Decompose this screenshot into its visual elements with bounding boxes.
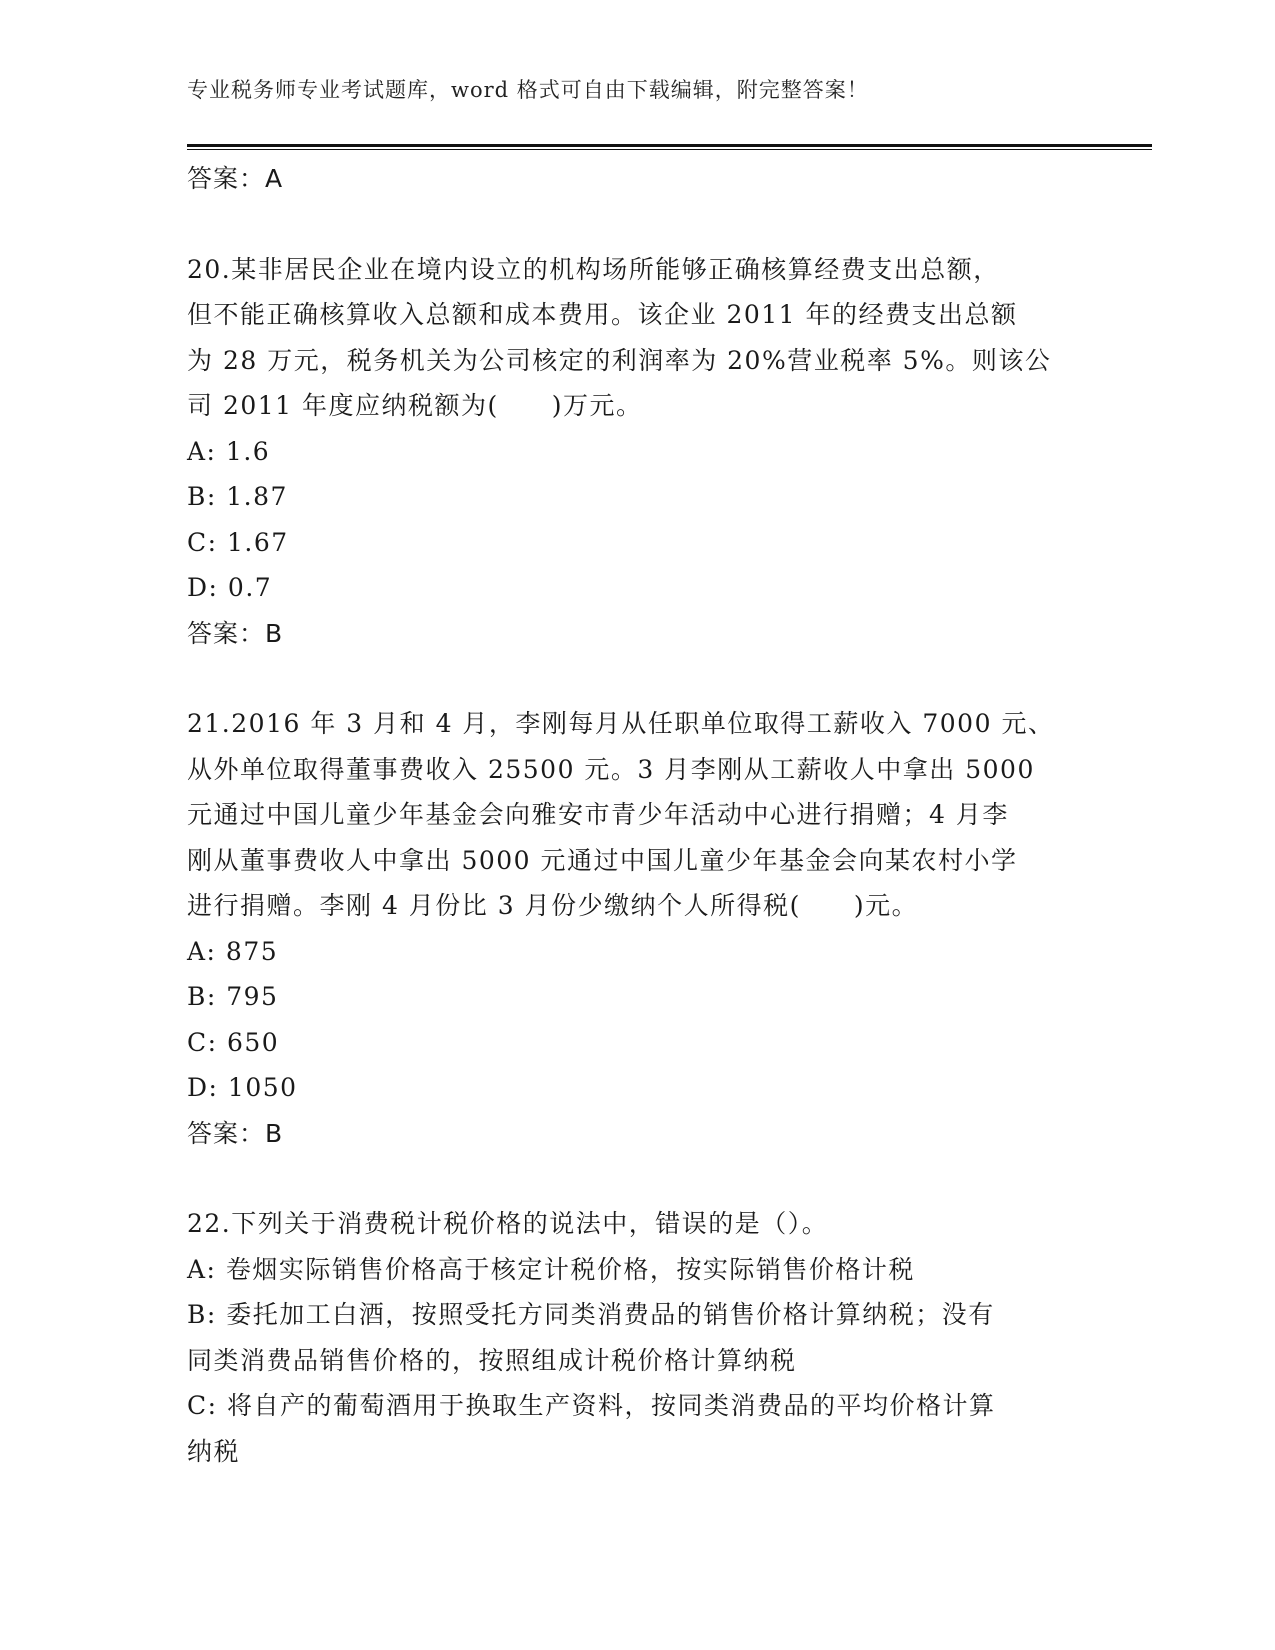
spacer [187, 202, 1087, 247]
option-a: A: 875 [187, 936, 279, 966]
question-text-line: 从外单位取得董事费收入 25500 元。3 月李刚从工薪收人中拿出 5000 [187, 754, 1035, 784]
header-rule-thin [187, 149, 1152, 150]
answer: 答案：B [187, 1118, 284, 1148]
question-text-line: 司 2011 年度应纳税额为( )万元。 [187, 391, 643, 420]
question-20 [187, 247, 1087, 657]
question-text-line: 22.下列关于消费税计税价格的说法中，错误的是（）。 [187, 1209, 829, 1238]
option-b-continued: 同类消费品销售价格的，按照组成计税价格计算纳税 [187, 1345, 797, 1375]
question-text-line: 元通过中国儿童少年基金会向雅安市青少年活动中心进行捐赠；4 月李 [187, 800, 1009, 829]
option-c: C: 650 [187, 1027, 280, 1057]
option-c: C: 将自产的葡萄酒用于换取生产资料，按同类消费品的平均价格计算 [187, 1391, 996, 1420]
option-c-continued: 纳税 [187, 1436, 241, 1466]
question-text-line: 但不能正确核算收入总额和成本费用。该企业 2011 年的经费支出总额 [187, 300, 1018, 329]
header-rule-thick [187, 144, 1152, 147]
option-a: A: 卷烟实际销售价格高于核定计税价格，按实际销售价格计税 [187, 1254, 915, 1284]
question-text-line: 进行捐赠。李刚 4 月份比 3 月份少缴纳个人所得税( )元。 [187, 891, 919, 920]
answer: 答案：B [187, 618, 284, 648]
option-b: B: 795 [187, 982, 279, 1011]
spacer [187, 1156, 1087, 1201]
question-text-line: 21.2016 年 3 月和 4 月，李刚每月从任职单位取得工薪收入 7000 元、 [187, 709, 1055, 738]
question-text-line: 刚从董事费收人中拿出 5000 元通过中国儿童少年基金会向某农村小学 [187, 845, 1018, 875]
option-b: B: 委托加工白酒，按照受托方同类消费品的销售价格计算纳税；没有 [187, 1300, 995, 1329]
document-body [187, 156, 1087, 1474]
option-c: C: 1.67 [187, 527, 289, 557]
option-b: B: 1.87 [187, 482, 288, 511]
option-d: D: 0.7 [187, 573, 273, 602]
page-header: 专业税务师专业考试题库，word 格式可自由下载编辑，附完整答案！ [187, 78, 869, 102]
previous-answer: 答案：A [187, 164, 284, 193]
spacer [187, 656, 1087, 701]
question-text-line: 为 28 万元，税务机关为公司核定的利润率为 20%营业税率 5%。则该公 [187, 345, 1052, 375]
option-a: A: 1.6 [187, 436, 271, 466]
question-22 [187, 1201, 1087, 1474]
question-text-line: 20.某非居民企业在境内设立的机构场所能够正确核算经费支出总额， [187, 254, 1000, 284]
question-21 [187, 701, 1087, 1156]
option-d: D: 1050 [187, 1073, 298, 1102]
